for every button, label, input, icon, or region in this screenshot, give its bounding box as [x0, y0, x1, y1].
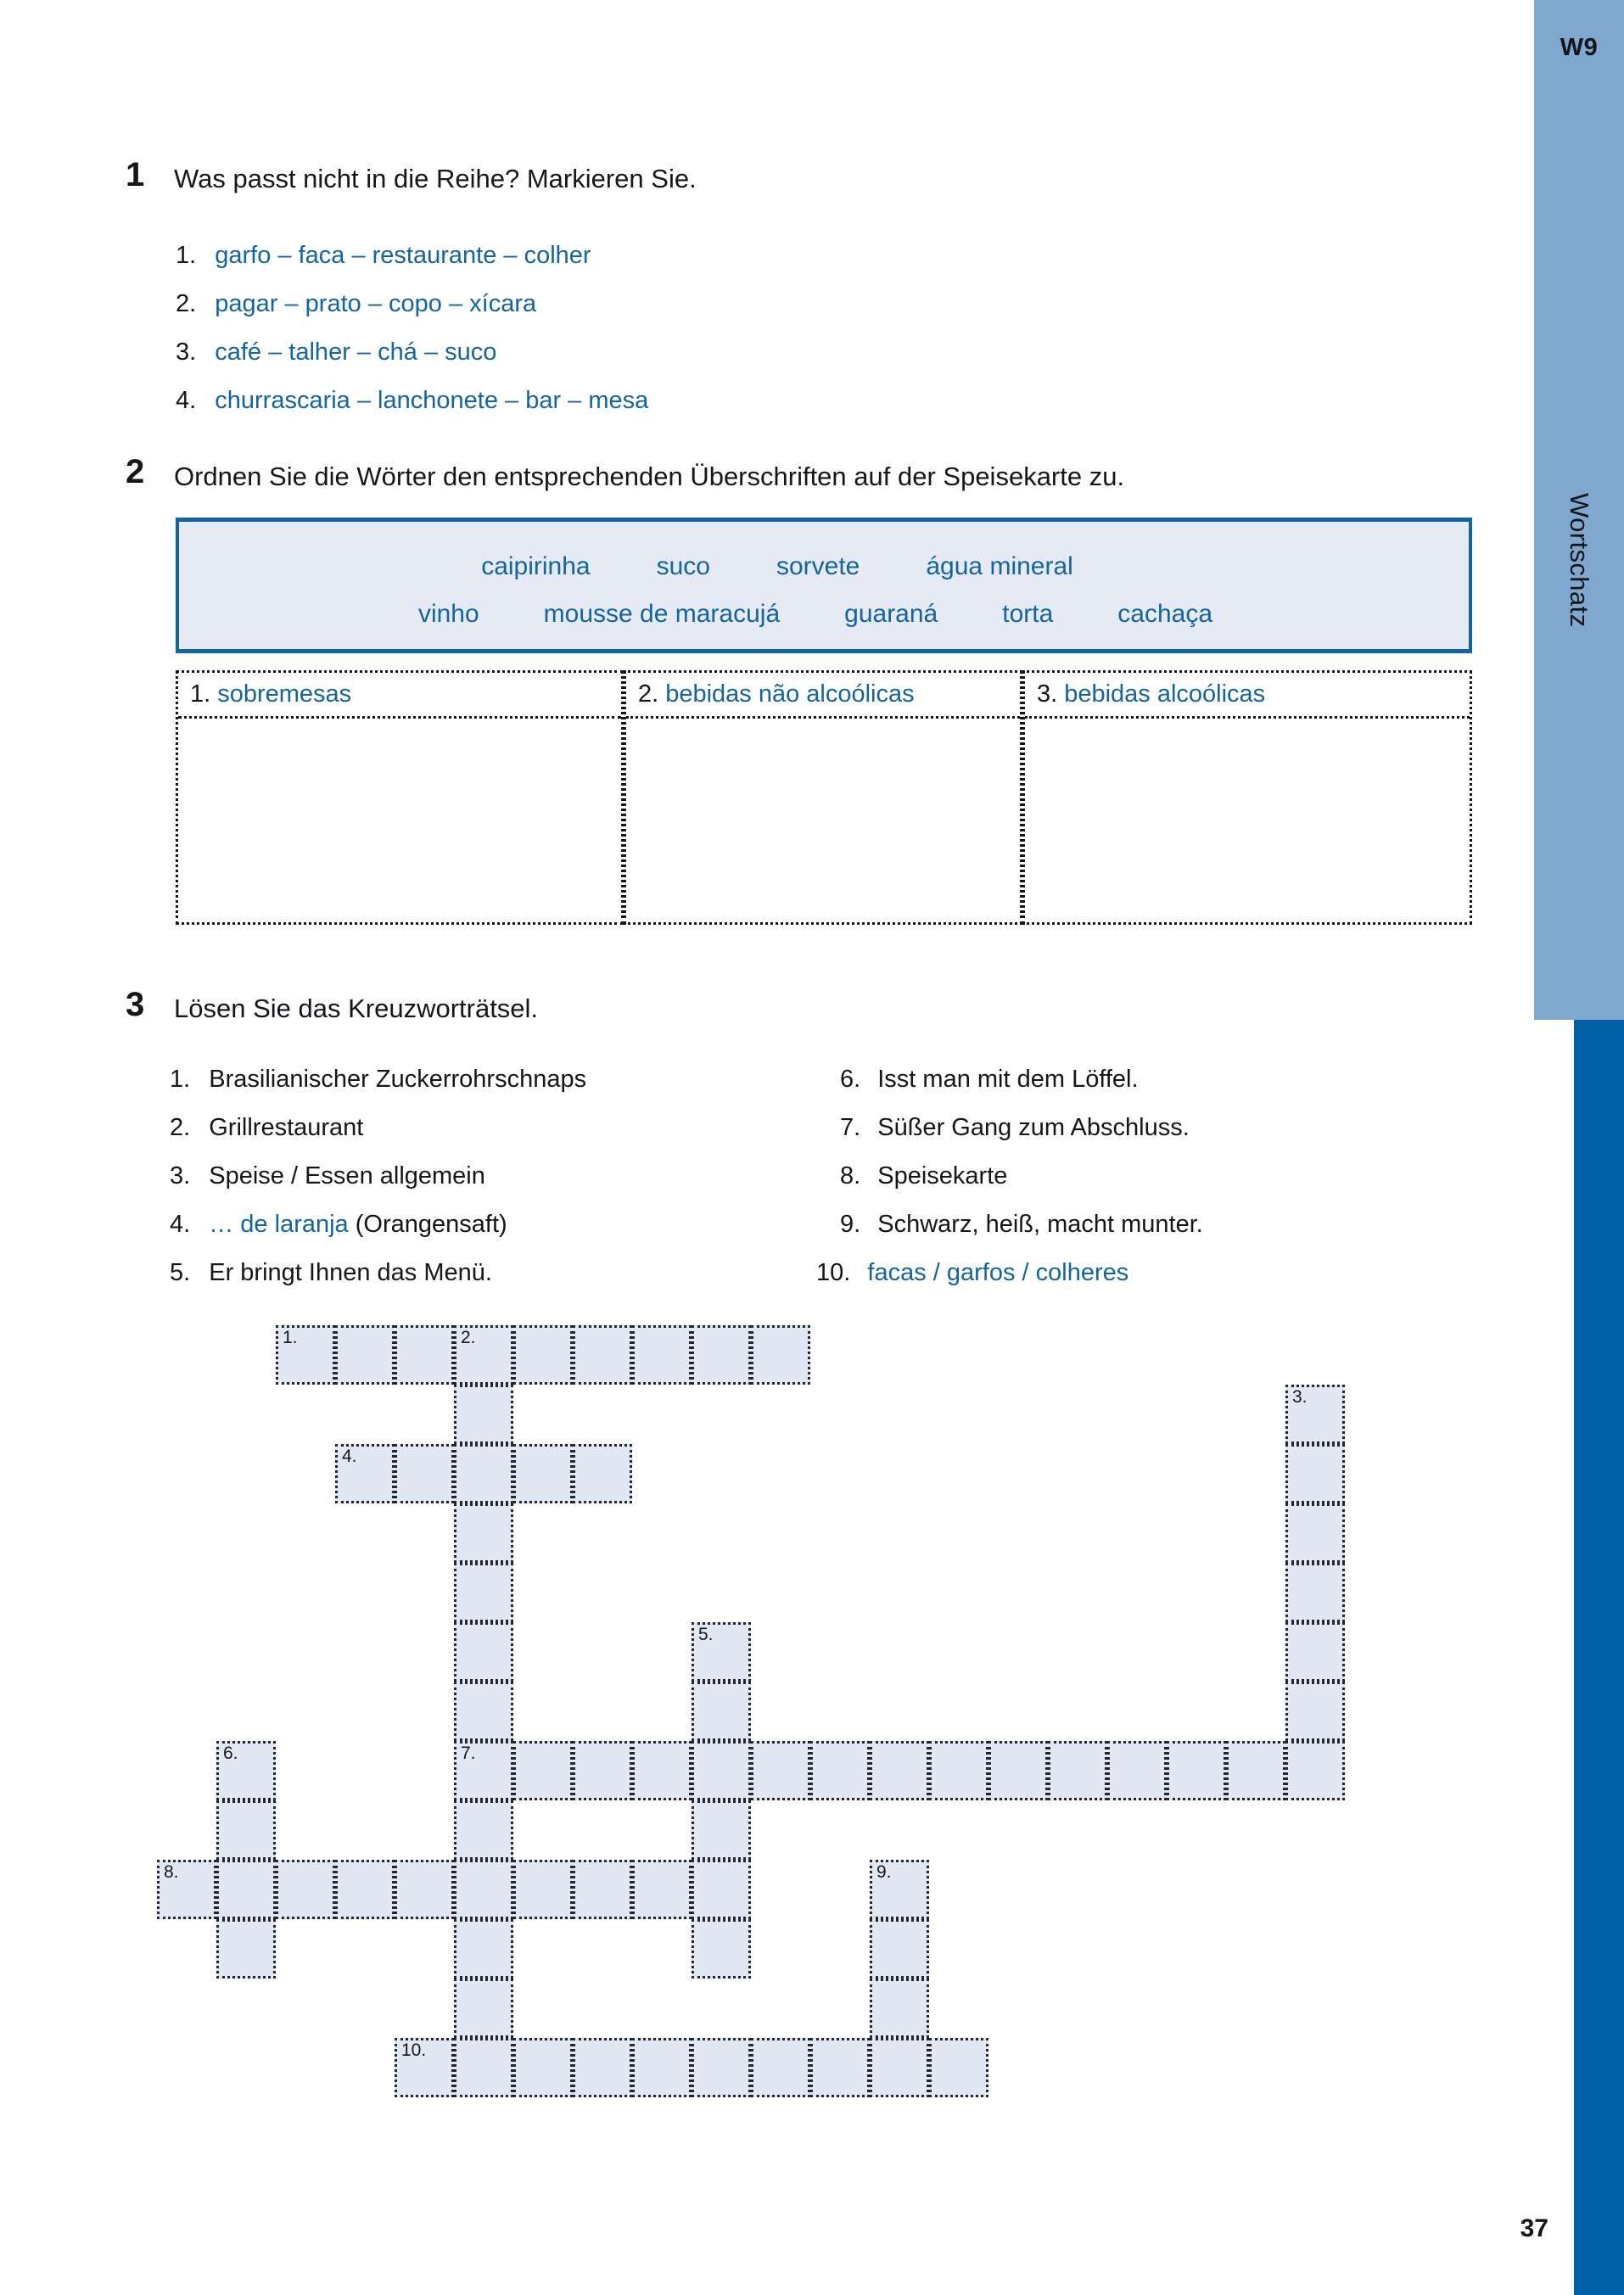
crossword-cell-number: 1.	[283, 1328, 298, 1347]
clue-item[interactable]	[840, 1112, 1190, 1143]
crossword-cell[interactable]	[692, 1741, 751, 1800]
crossword-cell[interactable]	[632, 1741, 692, 1800]
clue-index: 4.	[170, 1211, 191, 1238]
clue-text: Er bringt Ihnen das Menü.	[209, 1259, 492, 1286]
crossword-cell[interactable]	[573, 1444, 632, 1503]
crossword-cell[interactable]	[1285, 1741, 1345, 1800]
clue-item[interactable]	[816, 1257, 1128, 1288]
crossword-cell[interactable]	[870, 1741, 929, 1800]
crossword-cell[interactable]	[395, 1444, 454, 1503]
crossword-cell[interactable]	[632, 1860, 692, 1919]
crossword-cell-number: 7.	[461, 1744, 476, 1763]
exercise-3-instruction: Lösen Sie das Kreuzworträtsel.	[174, 994, 539, 1023]
clue-text: Grillrestaurant	[209, 1114, 364, 1141]
clue-item[interactable]	[170, 1112, 363, 1143]
category-box-2[interactable]	[624, 670, 1022, 925]
crossword-cell[interactable]	[929, 2038, 988, 2097]
crossword-cell-number: 10.	[401, 2040, 427, 2060]
crossword-cell[interactable]	[513, 1860, 573, 1919]
list-item-text: pagar – prato – copo – xícara	[215, 290, 537, 317]
crossword-cell[interactable]	[573, 1325, 632, 1385]
crossword-cell[interactable]	[751, 1741, 810, 1800]
crossword-cell[interactable]	[1167, 1741, 1226, 1800]
crossword-cell[interactable]	[276, 1325, 335, 1385]
clue-text: facas / garfos / colheres	[867, 1259, 1129, 1286]
list-item-text: churrascaria – lanchonete – bar – mesa	[215, 387, 649, 414]
crossword-cell[interactable]	[454, 1385, 513, 1444]
crossword-cell[interactable]	[335, 1325, 395, 1385]
list-item[interactable]	[176, 337, 496, 367]
exercise-1-instruction: Was passt nicht in die Reihe? Markieren Sie.	[174, 164, 697, 193]
crossword-cell[interactable]	[335, 1860, 395, 1919]
category-label: bebidas não alcoólicas	[665, 680, 915, 708]
crossword-cell[interactable]	[454, 1622, 513, 1682]
clue-index: 10.	[816, 1259, 851, 1286]
clue-text: Brasilianischer Zuckerrohrschnaps	[209, 1066, 587, 1093]
crossword-cell[interactable]	[395, 1325, 454, 1385]
clue-index: 7.	[840, 1114, 861, 1141]
crossword-cell[interactable]	[513, 2038, 573, 2097]
clue-item[interactable]	[170, 1209, 507, 1240]
list-item-index: 2.	[176, 290, 197, 317]
clue-index: 1.	[170, 1066, 191, 1093]
crossword-cell-number: 8.	[164, 1862, 179, 1882]
crossword-cell[interactable]	[513, 1444, 573, 1503]
category-header	[1025, 673, 1470, 719]
exercise-3-number: 3	[126, 986, 145, 1023]
category-header	[626, 673, 1020, 719]
crossword-cell[interactable]	[216, 1800, 276, 1860]
crossword-cell[interactable]	[454, 1682, 513, 1741]
crossword-cell[interactable]	[692, 1682, 751, 1741]
exercise-1-number: 1	[126, 156, 145, 193]
category-boxes	[176, 670, 1472, 925]
crossword-cell[interactable]	[870, 2038, 929, 2097]
clue-item[interactable]	[170, 1161, 485, 1191]
crossword-cell[interactable]	[157, 1860, 216, 1919]
category-header	[178, 673, 621, 719]
crossword-cell[interactable]	[1285, 1503, 1345, 1563]
crossword-cell[interactable]	[692, 2038, 751, 2097]
exercise-2-instruction: Ordnen Sie die Wörter den entsprechenden Überschriften auf der Speisekarte zu.	[174, 462, 1125, 491]
list-item[interactable]	[176, 385, 648, 416]
category-box-3[interactable]	[1022, 670, 1472, 925]
word-bank-box	[176, 518, 1472, 653]
crossword-cell[interactable]	[988, 1741, 1048, 1800]
list-item-text: café – talher – chá – suco	[215, 339, 497, 366]
clue-text: Speise / Essen allgemein	[209, 1162, 485, 1189]
crossword-cell[interactable]	[573, 1860, 632, 1919]
clue-index: 3.	[170, 1162, 191, 1189]
crossword-cell[interactable]	[276, 1860, 335, 1919]
clue-text: … de laranja (Orangensaft)	[209, 1211, 507, 1238]
clue-item[interactable]	[840, 1161, 1007, 1191]
word-bank-word[interactable]: vinho	[417, 600, 479, 628]
sidebar-dark-panel	[1574, 1020, 1624, 2295]
list-item[interactable]	[176, 240, 591, 271]
word-bank-word[interactable]: sorvete	[776, 552, 860, 580]
word-bank-row-2	[179, 600, 1469, 629]
list-item-text: garfo – faca – restaurante – colher	[215, 242, 591, 269]
crossword-cell-number: 6.	[223, 1744, 238, 1763]
word-bank-word[interactable]: cachaça	[1117, 600, 1213, 628]
word-bank-row-1	[179, 552, 1469, 581]
clue-text-pt: … de laranja	[209, 1211, 349, 1238]
crossword-cell[interactable]	[1285, 1385, 1345, 1444]
crossword-cell[interactable]	[751, 1325, 810, 1385]
crossword-cell[interactable]	[454, 1563, 513, 1622]
crossword-cell[interactable]	[513, 1325, 573, 1385]
clue-item[interactable]	[170, 1064, 586, 1094]
category-box-1[interactable]	[176, 670, 624, 925]
crossword-cell[interactable]	[692, 1800, 751, 1860]
clue-item[interactable]	[170, 1257, 492, 1288]
crossword-cell[interactable]	[513, 1741, 573, 1800]
crossword-cell-number: 5.	[698, 1625, 714, 1644]
crossword-cell[interactable]	[692, 1860, 751, 1919]
crossword-cell-number: 9.	[876, 1862, 892, 1882]
category-index: 2.	[638, 680, 659, 708]
clue-index: 9.	[840, 1211, 861, 1238]
crossword-cell[interactable]	[454, 1741, 513, 1800]
crossword-cell[interactable]	[216, 1741, 276, 1800]
crossword-cell[interactable]	[810, 1741, 870, 1800]
crossword-cell[interactable]	[216, 1919, 276, 1979]
category-label: sobremesas	[217, 680, 352, 708]
crossword-cell[interactable]	[810, 2038, 870, 2097]
crossword-cell[interactable]	[1226, 1741, 1285, 1800]
crossword-cell-number: 4.	[342, 1447, 357, 1466]
crossword-cell[interactable]	[632, 2038, 692, 2097]
word-bank-word[interactable]: guaraná	[844, 600, 938, 628]
category-label: bebidas alcoólicas	[1064, 680, 1266, 708]
crossword-cell[interactable]	[870, 1979, 929, 2038]
crossword-cell[interactable]	[1107, 1741, 1167, 1800]
word-bank-word[interactable]: água mineral	[926, 552, 1073, 580]
crossword-cell[interactable]	[1285, 1563, 1345, 1622]
clue-index: 2.	[170, 1114, 191, 1141]
crossword-cell[interactable]	[692, 1622, 751, 1682]
clue-text: Isst man mit dem Löffel.	[877, 1066, 1139, 1093]
crossword-cell[interactable]	[1048, 1741, 1107, 1800]
crossword-cell[interactable]	[692, 1325, 751, 1385]
category-index: 3.	[1037, 680, 1058, 708]
sidebar-unit-code: W9	[1560, 34, 1599, 61]
clue-text: Speisekarte	[877, 1162, 1008, 1189]
list-item[interactable]	[176, 288, 536, 319]
crossword-cell[interactable]	[395, 2038, 454, 2097]
sidebar-section-label	[1534, 424, 1624, 696]
crossword-cell-number: 2.	[461, 1328, 476, 1347]
crossword-cell[interactable]	[454, 1979, 513, 2038]
clue-index: 5.	[170, 1259, 191, 1286]
crossword-cell[interactable]	[335, 1444, 395, 1503]
crossword-cell[interactable]	[216, 1860, 276, 1919]
crossword-cell[interactable]	[632, 1325, 692, 1385]
crossword-cell[interactable]	[870, 1860, 929, 1919]
word-bank-word[interactable]: caipirinha	[481, 552, 591, 580]
page-number: 37	[1520, 2214, 1548, 2242]
crossword-cell[interactable]	[929, 1741, 988, 1800]
crossword-cell[interactable]	[395, 1860, 454, 1919]
list-item-index: 4.	[176, 387, 197, 414]
sidebar-section-text: Wortschatz	[1565, 492, 1594, 628]
clue-index: 6.	[840, 1066, 861, 1093]
crossword-cell[interactable]	[573, 1741, 632, 1800]
word-bank-word[interactable]: suco	[656, 552, 710, 580]
word-bank-word[interactable]: mousse de maracujá	[543, 600, 781, 628]
clue-index: 8.	[840, 1162, 861, 1189]
list-item-index: 1.	[176, 242, 197, 269]
crossword-cell[interactable]	[751, 2038, 810, 2097]
crossword-cell[interactable]	[1285, 1444, 1345, 1503]
crossword-cell[interactable]	[454, 1444, 513, 1503]
crossword-cell-number: 3.	[1292, 1387, 1308, 1407]
exercise-2-number: 2	[126, 453, 145, 490]
crossword-cell[interactable]	[454, 1503, 513, 1563]
crossword-cell[interactable]	[454, 1860, 513, 1919]
clue-item[interactable]	[840, 1209, 1203, 1240]
crossword-cell[interactable]	[454, 2038, 513, 2097]
crossword-cell[interactable]	[454, 1325, 513, 1385]
clue-text: Schwarz, heiß, macht munter.	[877, 1211, 1203, 1238]
word-bank-word[interactable]: torta	[1002, 600, 1054, 628]
clue-text: Süßer Gang zum Abschluss.	[877, 1114, 1190, 1141]
crossword-cell[interactable]	[454, 1919, 513, 1979]
crossword-cell[interactable]	[1285, 1622, 1345, 1682]
clue-item[interactable]	[840, 1064, 1139, 1094]
crossword-cell[interactable]	[870, 1919, 929, 1979]
category-index: 1.	[190, 680, 211, 708]
crossword-cell[interactable]	[1285, 1682, 1345, 1741]
crossword-cell[interactable]	[573, 2038, 632, 2097]
list-item-index: 3.	[176, 339, 197, 366]
crossword-cell[interactable]	[692, 1919, 751, 1979]
crossword-cell[interactable]	[454, 1800, 513, 1860]
